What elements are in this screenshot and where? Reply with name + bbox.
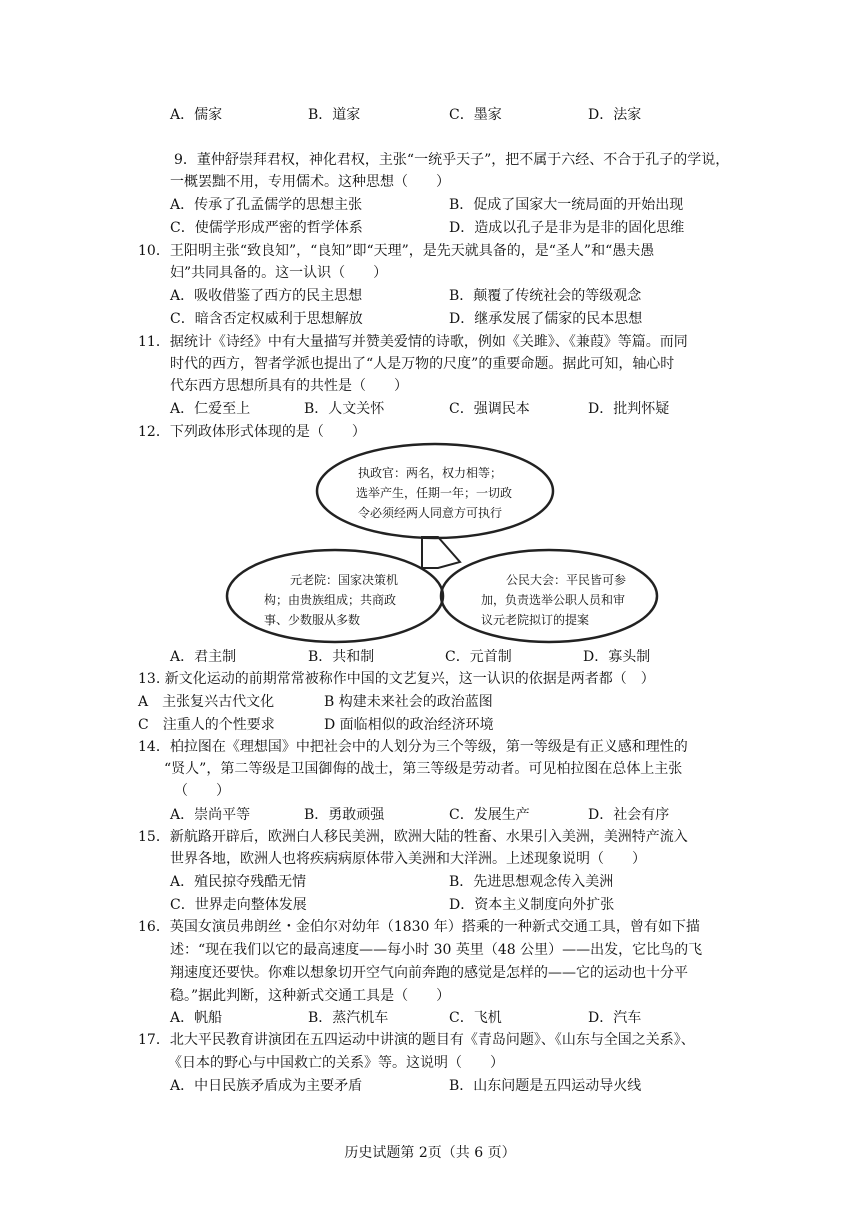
q15-stem-line-1: 15．新航路开辟后，欧洲白人移民美洲，欧洲大陆的牲畜、水果引入美洲，美洲特产流入 [138,829,688,845]
q12-option-b: B．共和制 [308,649,375,665]
q15-option-d: D．资本主义制度向外扩张 [449,897,615,913]
q13-option-d: D 面临相似的政治经济环境 [324,717,494,733]
q8-option-a: A．儒家 [170,107,223,123]
q13-option-a: A 主张复兴古代文化 [138,694,275,710]
q9-option-d: D．造成以孔子是非为是非的固化思维 [449,220,685,236]
q12-option-d: D．寡头制 [583,649,651,665]
assembly-text-1: 公民大会：平民皆可参 [506,573,627,587]
q14-option-c: C．发展生产 [449,807,530,823]
q11-stem-line-3: 代东西方思想所具有的共性是（ ） [170,378,408,394]
q11-option-d: D．批判怀疑 [588,401,670,417]
q17-stem-line-2: 《日本的野心与中国救亡的关系》等。这说明（ ） [168,1055,504,1071]
q17-option-a: A．中日民族矛盾成为主要矛盾 [170,1078,363,1094]
q11-option-b: B．人文关怀 [304,401,385,417]
q9-option-a: A．传承了孔孟儒学的思想主张 [170,197,363,213]
q16-option-b: B．蒸汽机车 [308,1010,389,1026]
q12-option-c: C．元首制 [445,649,512,665]
consul-text-2: 选举产生，任期一年；一切政 [356,486,513,500]
q10-option-d: D．继承发展了儒家的民本思想 [449,311,643,327]
q9-option-b: B．促成了国家大一统局面的开始出现 [449,197,684,213]
assembly-text-2: 加，负责选举公职人员和审 [481,593,626,607]
q16-stem-line-4: 稳。”据此判断，这种新式交通工具是（ ） [170,988,451,1004]
q10-option-a: A．吸收借鉴了西方的民主思想 [170,288,363,304]
connector-shape [422,537,460,568]
q9-stem-line-1: 9．董仲舒崇拜君权，神化君权，主张“一统乎天子”，把不属于六经、不合于孔子的学说， [174,152,730,168]
q14-stem-line-3: （ ） [174,783,230,799]
q16-option-a: A．帆船 [170,1010,223,1026]
q15-option-b: B．先进思想观念传入美洲 [449,874,614,890]
q16-stem-line-1: 16．英国女演员弗朗丝・金伯尔对幼年（1830 年）搭乘的一种新式交通工具，曾有如下描 [138,919,700,935]
senate-text-3: 事、少数服从多数 [264,613,361,627]
q16-option-d: D．汽车 [588,1010,642,1026]
q10-stem-line-1: 10．王阳明主张“致良知”，“良知”即“天理”，是先天就具备的，是“圣人”和“愚夫愚 [138,243,655,259]
page-footer: 历史试题第 2页（共 6 页） [344,1145,516,1161]
assembly-text-3: 议元老院拟订的提案 [481,613,590,627]
q11-option-a: A．仁爱至上 [170,401,251,417]
q14-stem-line-2: “贤人”，第二等级是卫国御侮的战士，第三等级是劳动者。可见柏拉图在总体上主张 [164,761,683,777]
q14-option-b: B．勇敢顽强 [304,807,385,823]
q15-stem-line-2: 世界各地，欧洲人也将疾病病原体带入美洲和大洋洲。上述现象说明（ ） [170,851,646,867]
q14-option-a: A．崇尚平等 [170,807,251,823]
q11-option-c: C．强调民本 [449,401,530,417]
consul-text-3: 令必须经两人同意方可执行 [358,506,503,520]
q8-option-d: D．法家 [588,107,642,123]
q12-stem-line-1: 12．下列政体形式体现的是（ ） [138,424,366,440]
q15-option-a: A．殖民掠夺残酷无情 [170,874,307,890]
q9-stem-line-2: 一概罢黜不用，专用儒术。这种思想（ ） [170,174,450,190]
q11-stem-line-2: 时代的西方，智者学派也提出了“人是万物的尺度”的重要命题。据此可知，轴心时 [170,356,675,372]
q14-stem-line-1: 14．柏拉图在《理想国》中把社会中的人划分为三个等级，第一等级是有正义感和理性的 [138,739,688,755]
q16-option-c: C．飞机 [449,1010,502,1026]
q16-stem-line-3: 翔速度还要快。你难以想象切开空气向前奔跑的感觉是怎样的——它的运动也十分平 [170,965,688,981]
senate-text-2: 构；由贵族组成；共商政 [264,593,397,607]
q9-option-c: C．使儒学形成严密的哲学体系 [170,220,363,236]
q17-stem-line-1: 17．北大平民教育讲演团在五四运动中讲演的题目有《青岛问题》、《山东与全国之关系》、 [138,1032,695,1048]
q10-option-b: B．颠覆了传统社会的等级观念 [449,288,642,304]
q8-option-b: B．道家 [308,107,361,123]
senate-text-1: 元老院：国家决策机 [290,573,399,587]
q11-stem-line-1: 11．据统计《诗经》中有大量描写并赞美爱情的诗歌，例如《关雎》、《兼葭》等篇。而同 [138,334,688,350]
q17-option-b: B．山东问题是五四运动导火线 [449,1078,642,1094]
q10-stem-line-2: 妇”共同具备的。这一认识（ ） [170,265,388,281]
q16-stem-line-2: 述：“现在我们以它的最高速度——每小时 30 英里（48 公里）——出发，它比鸟的飞 [170,942,703,958]
q13-option-c: C 注重人的个性要求 [138,717,275,733]
q13-stem-line-1: 13. 新文化运动的前期常常被称作中国的文艺复兴，这一认识的依据是两者都（ ） [138,671,655,687]
q15-option-c: C．世界走向整体发展 [170,897,307,913]
q14-option-d: D．社会有序 [588,807,670,823]
q8-option-c: C．墨家 [449,107,502,123]
consul-text-1: 执政官：两名，权力相等； [358,466,503,480]
q12-option-a: A．君主制 [170,649,237,665]
q13-option-b: B 构建未来社会的政治蓝图 [324,694,493,710]
q10-option-c: C．暗含否定权威利于思想解放 [170,311,363,327]
